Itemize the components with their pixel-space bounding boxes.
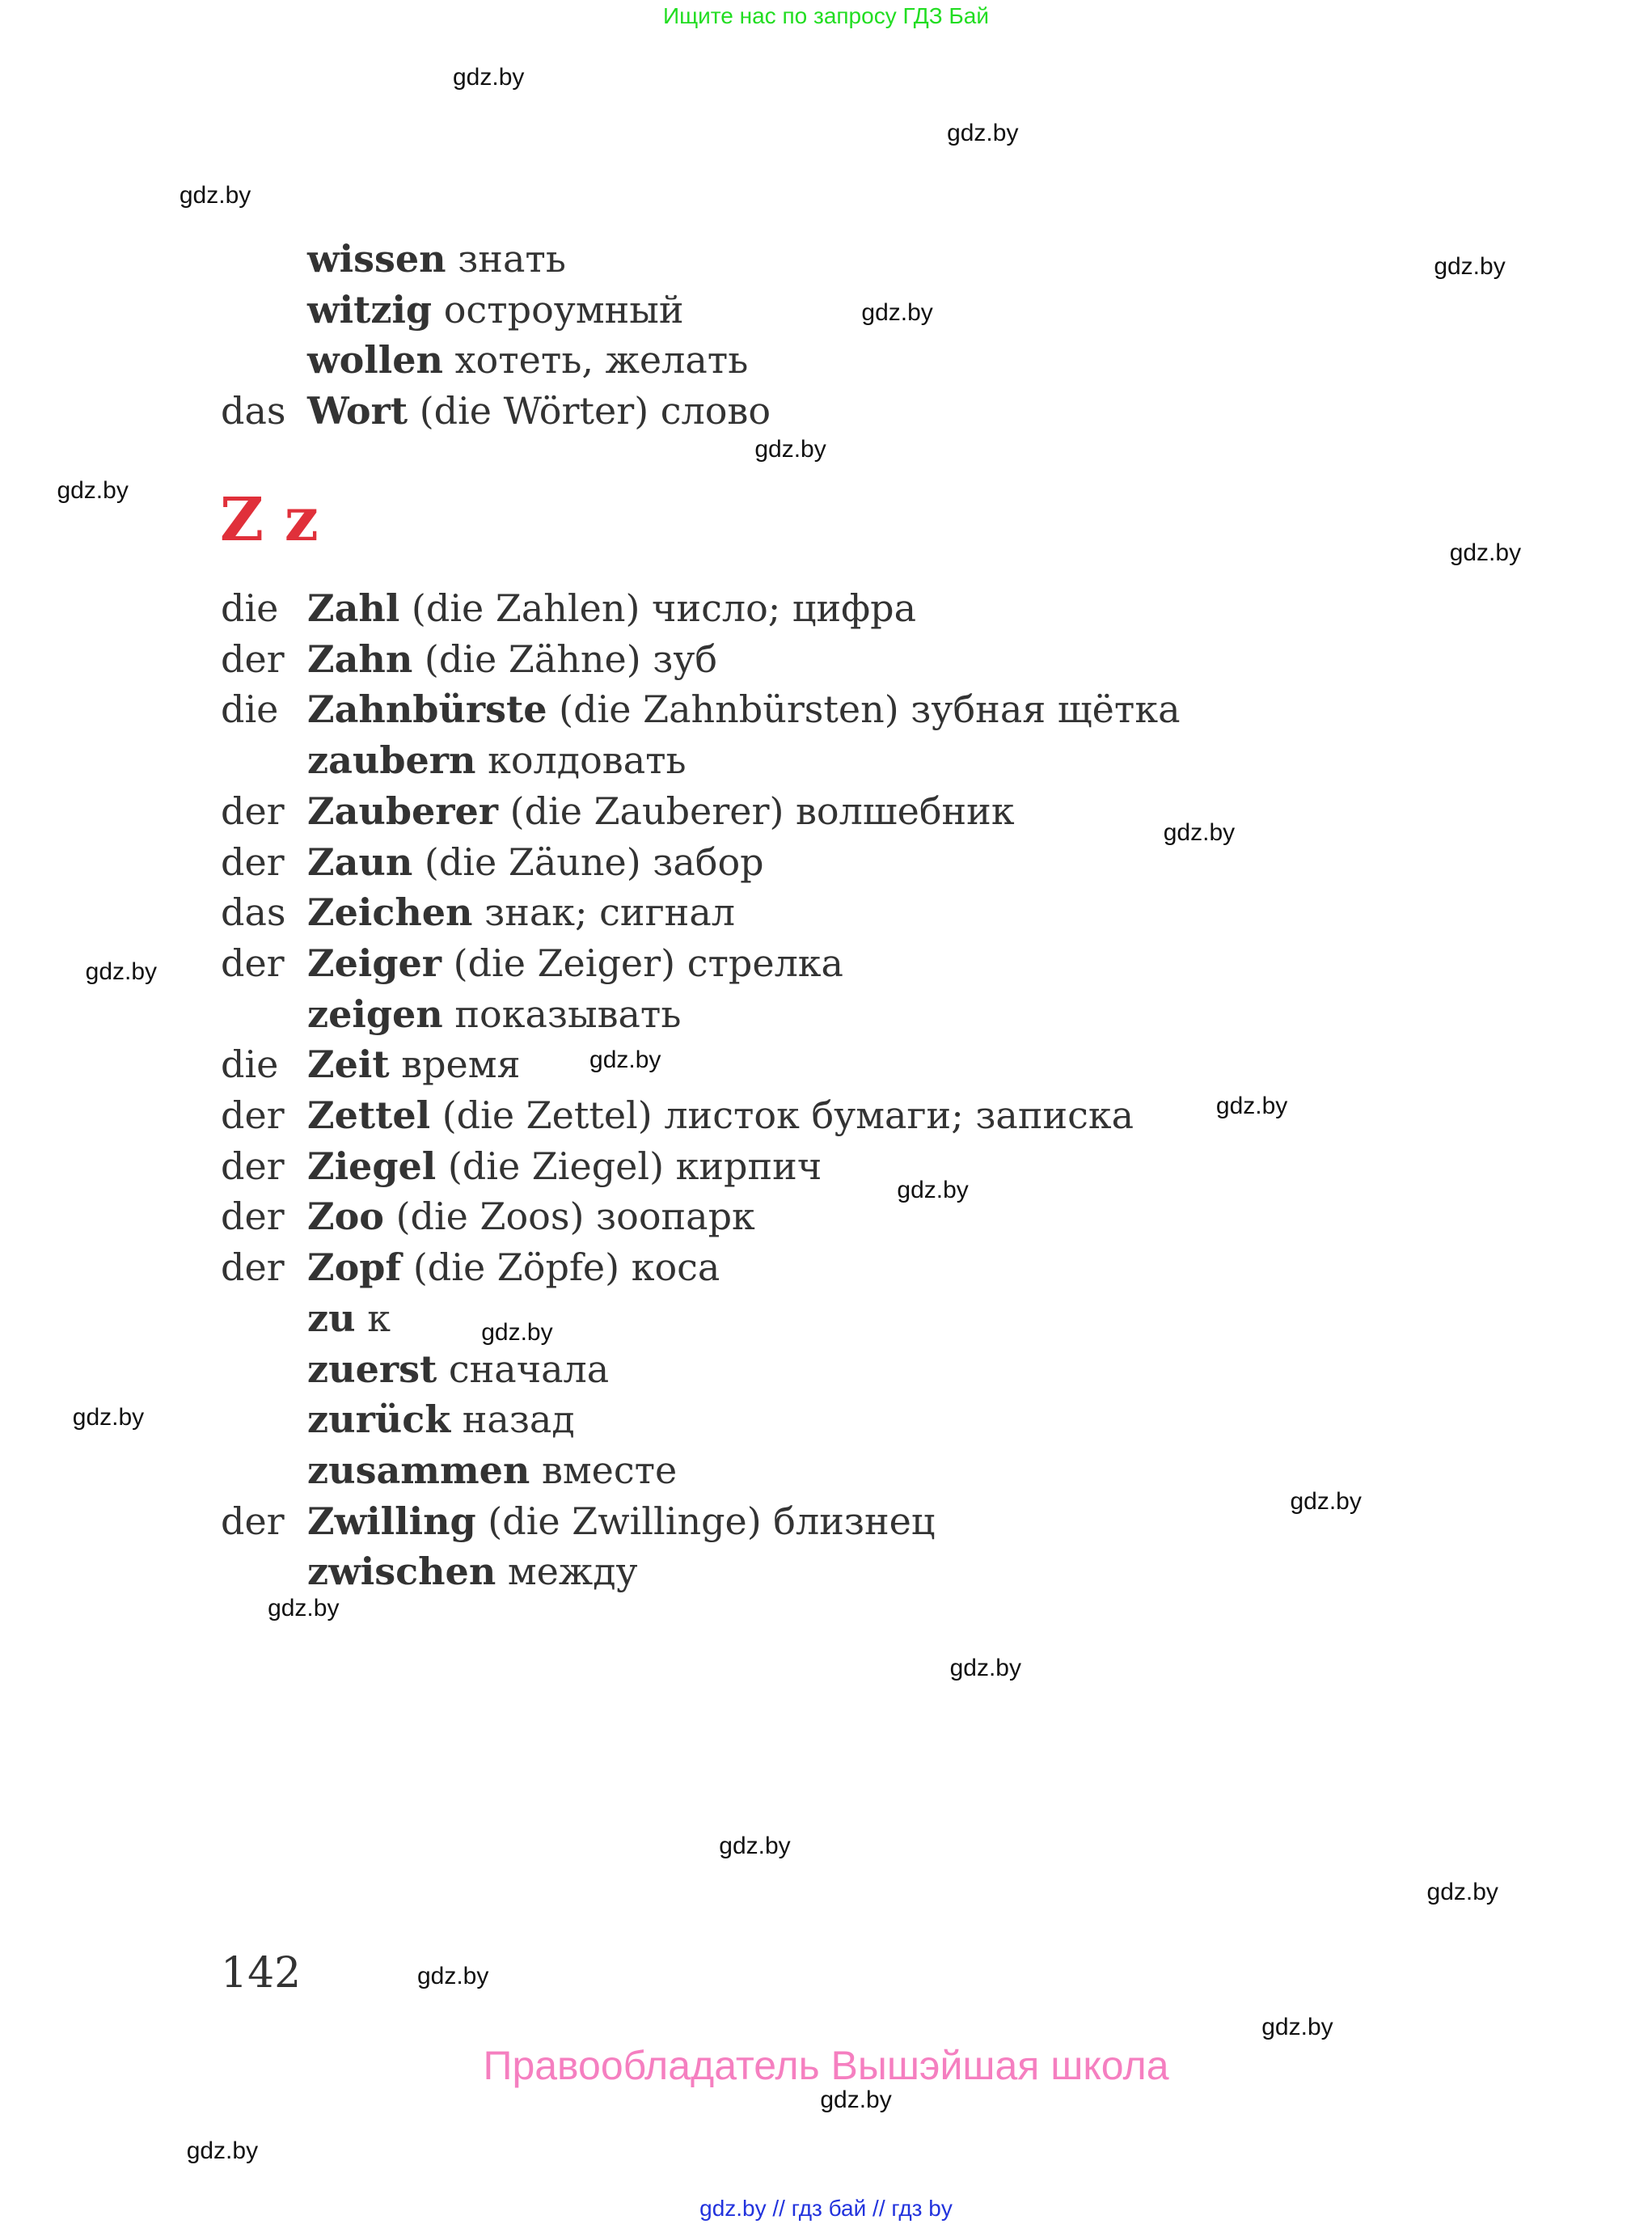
entry-headword: Zahn: [307, 636, 413, 681]
entry-translation: назад: [450, 1397, 575, 1442]
watermark-text: gdz.by: [1290, 1488, 1362, 1516]
entry-translation: (die Zähne) зуб: [412, 636, 718, 681]
entry-text: [307, 1547, 638, 1596]
entry-headword: zusammen: [307, 1448, 530, 1492]
watermark-text: gdz.by: [861, 298, 933, 326]
entry-translation: к: [355, 1296, 391, 1340]
entry-translation: между: [496, 1550, 638, 1594]
footer-links[interactable]: gdz.by // гдз бай // гдз by: [699, 2196, 953, 2221]
watermark-text: gdz.by: [57, 476, 129, 504]
watermark-text: gdz.by: [589, 1046, 661, 1074]
watermark-text: gdz.by: [186, 2137, 259, 2165]
watermark-text: gdz.by: [897, 1176, 969, 1203]
entry-translation: (die Zauberer) волшебник: [498, 789, 1015, 833]
entry-article: der: [221, 1245, 285, 1290]
watermark-text: gdz.by: [416, 1962, 489, 1989]
watermark-text: gdz.by: [1434, 253, 1506, 281]
entry-translation: хотеть, желать: [442, 338, 749, 383]
entry-headword: Zeit: [307, 1042, 390, 1087]
entry-headword: Zahnbürste: [307, 687, 547, 732]
entry-article: die: [221, 687, 279, 732]
entry-translation: вместе: [530, 1448, 678, 1492]
entry-text: [307, 285, 684, 334]
entry-headword: Wort: [307, 389, 408, 433]
entry-headword: zwischen: [307, 1550, 496, 1594]
entry-text: [307, 685, 1181, 734]
watermark-text: gdz.by: [452, 64, 525, 91]
entry-translation: (die Zwillinge) близнец: [475, 1499, 936, 1543]
entry-headword: Zauberer: [307, 789, 498, 833]
entry-article: die: [221, 1042, 279, 1087]
entry-headword: zurück: [307, 1397, 451, 1442]
copyright-notice: Правообладатель Вышэйшая школа: [483, 2043, 1169, 2088]
watermark-text: gdz.by: [85, 958, 158, 986]
entry-text: [307, 1040, 521, 1089]
search-hint-link[interactable]: Ищите нас по запросу ГДЗ Бай: [662, 3, 990, 28]
page-number: 142: [221, 1949, 302, 1998]
entry-article: der: [221, 1093, 285, 1137]
watermark-text: gdz.by: [1215, 1092, 1288, 1119]
entry-headword: wissen: [307, 237, 446, 281]
watermark-text: gdz.by: [72, 1404, 145, 1431]
entry-translation: (die Zoos) зоопарк: [383, 1194, 755, 1239]
entry-article: das: [221, 890, 286, 935]
section-letter-heading: Z z: [220, 485, 319, 555]
entry-text: [307, 1091, 1134, 1139]
entry-text: [307, 1395, 575, 1444]
entry-headword: Zeichen: [307, 890, 473, 935]
entry-translation: знак; сигнал: [472, 890, 735, 935]
entry-headword: Zopf: [307, 1245, 402, 1290]
entry-translation: (die Ziegel) кирпич: [436, 1144, 822, 1188]
entry-article: der: [221, 636, 285, 681]
watermark-text: gdz.by: [1426, 1878, 1498, 1905]
entry-translation: показывать: [442, 991, 682, 1036]
entry-headword: wollen: [307, 338, 443, 383]
entry-article: die: [221, 586, 279, 630]
entry-headword: Zaun: [307, 839, 413, 884]
entry-article: der: [221, 789, 285, 833]
entry-headword: Zahl: [307, 586, 400, 630]
entry-text: [307, 1345, 609, 1393]
entry-headword: zu: [307, 1296, 356, 1340]
entry-article: das: [221, 389, 286, 433]
entry-headword: Zwilling: [307, 1499, 476, 1543]
watermark-text: gdz.by: [268, 1595, 340, 1622]
entry-text: [307, 235, 566, 283]
watermark-text: gdz.by: [481, 1318, 553, 1346]
entry-article: der: [221, 1499, 285, 1543]
entry-translation: (die Zahnbürsten) зубная щётка: [547, 687, 1181, 732]
entry-translation: (die Zettel) листок бумаги; записка: [430, 1093, 1134, 1137]
entry-text: [307, 838, 764, 886]
watermark-text: gdz.by: [949, 1655, 1021, 1682]
entry-translation: колдовать: [475, 738, 687, 783]
entry-text: [307, 736, 687, 784]
entry-text: [307, 1446, 677, 1495]
entry-translation: (die Zahlen) число; цифра: [399, 586, 917, 630]
entry-article: der: [221, 941, 285, 985]
entry-text: [307, 1192, 755, 1241]
entry-text: [307, 939, 843, 987]
entry-text: [307, 787, 1015, 835]
entry-text: [307, 387, 771, 435]
entry-translation: знать: [446, 237, 566, 281]
watermark-text: gdz.by: [820, 2086, 892, 2113]
watermark-text: gdz.by: [947, 119, 1019, 146]
entry-text: [307, 635, 717, 683]
entry-text: [307, 1243, 720, 1292]
entry-headword: Zeiger: [307, 941, 442, 985]
entry-translation: (die Wörter) слово: [408, 389, 771, 433]
entry-translation: сначала: [437, 1347, 610, 1391]
entry-text: [307, 888, 735, 937]
entry-text: [307, 1294, 391, 1342]
entry-headword: Zoo: [307, 1194, 384, 1239]
entry-translation: (die Zöpfe) коса: [401, 1245, 720, 1290]
watermark-text: gdz.by: [719, 1833, 791, 1860]
entry-text: [307, 990, 681, 1038]
entry-headword: Zettel: [307, 1093, 431, 1137]
watermark-text: gdz.by: [1261, 2014, 1333, 2041]
watermark-text: gdz.by: [1163, 818, 1236, 846]
watermark-text: gdz.by: [754, 435, 826, 463]
entry-article: der: [221, 1194, 285, 1239]
watermark-text: gdz.by: [179, 182, 251, 209]
entry-text: [307, 1142, 822, 1190]
entry-headword: witzig: [307, 287, 433, 332]
entry-translation: (die Zäune) забор: [412, 839, 764, 884]
entry-headword: Ziegel: [307, 1144, 437, 1188]
entry-text: [307, 1497, 935, 1545]
entry-translation: (die Zeiger) стрелка: [442, 941, 843, 985]
entry-translation: время: [389, 1042, 521, 1087]
watermark-text: gdz.by: [1449, 539, 1522, 567]
entry-headword: zaubern: [307, 738, 476, 783]
entry-translation: остроумный: [432, 287, 684, 332]
entry-text: [307, 336, 748, 384]
entry-headword: zuerst: [307, 1347, 437, 1391]
entry-headword: zeigen: [307, 991, 443, 1036]
entry-article: der: [221, 839, 285, 884]
entry-article: der: [221, 1144, 285, 1188]
entry-text: [307, 584, 916, 632]
